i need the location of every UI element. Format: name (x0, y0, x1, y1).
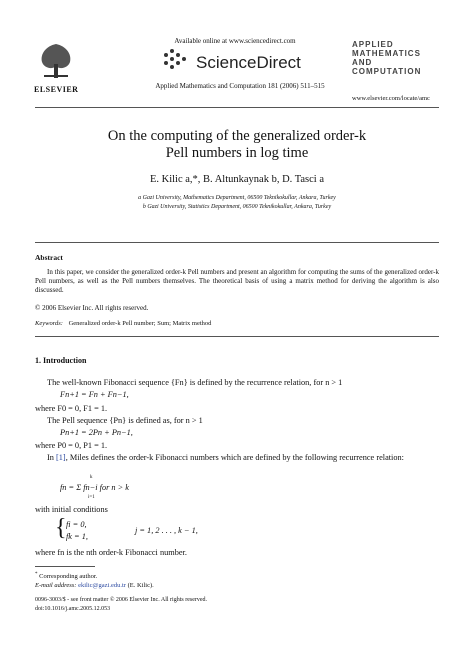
eq3-text: fn = Σ fn−i for n > k (60, 483, 129, 492)
footer-line-1: 0096-3003/$ - see front matter © 2006 Elsevier Inc. All rights reserved. (35, 597, 208, 603)
sciencedirect-dots-icon (160, 47, 192, 75)
abstract-heading: Abstract (35, 253, 63, 262)
email-label: E-mail address: (35, 582, 77, 590)
abstract-text: In this paper, we consider the generalized order-k Pell numbers and present an algorithm for computing the sums of the generalized order-k Pell numbers, as well as the Pell numbers themselves. The theoretical basis of using a matrix method for deriving the algorithm is also discussed. (35, 268, 439, 294)
cond-2: fk = 1, (66, 532, 88, 541)
footnote: * Corresponding author. E-mail address: ekilic@gazi.edu.tr (E. Kilic). (35, 572, 154, 590)
available-online: Available online at www.sciencedirect.com (174, 37, 296, 45)
footer (35, 596, 207, 614)
abstract-copyright: © 2006 Elsevier Inc. All rights reserved. (35, 304, 149, 312)
equation-pell: Pn+1 = 2Pn + Pn−1, (60, 428, 133, 437)
title-line-1: On the computing of the generalized order-k (107, 128, 367, 144)
journal-url: www.elsevier.com/locate/amc (352, 95, 430, 102)
sum-lower: i=1 (88, 495, 95, 500)
journal-cover-text: APPLIED MATHEMATICS AND COMPUTATION (352, 40, 422, 76)
cond-range: j = 1, 2 . . . , k − 1, (135, 526, 198, 535)
intro-p1: The well-known Fibonacci sequence {Fn} is defined by the recurrence relation, for n > 1 (47, 378, 343, 387)
sum-upper: k (90, 475, 93, 480)
footnote-corresponding: Corresponding author. (39, 573, 98, 581)
footnote-rule (35, 566, 95, 567)
keywords (35, 320, 211, 327)
sciencedirect-wordmark: ScienceDirect (196, 53, 301, 72)
elsevier-logo (34, 40, 79, 94)
journal-citation: Applied Mathematics and Computation 181 (2006) 511–515 (155, 82, 325, 90)
intro-where-3: where fn is the nth order-k Fibonacci number. (35, 548, 187, 557)
abstract-bottom-rule (35, 336, 439, 337)
header-rule (35, 107, 439, 108)
intro-where-2: where P0 = 0, P1 = 1. (35, 441, 108, 450)
abstract-body (35, 268, 439, 295)
paper-title (40, 128, 434, 162)
affiliation-a: a Gazi University, Mathematics Department, 06500 Teknikokullar, Ankara, Turkey (138, 195, 336, 201)
intro-p3 (35, 453, 439, 463)
journal-cover (352, 40, 442, 82)
initial-conditions (55, 517, 255, 545)
footer-doi: doi:10.1016/j.amc.2005.12.053 (35, 606, 111, 612)
publisher-name: ELSEVIER (34, 85, 79, 94)
intro-initial: with initial conditions (35, 505, 108, 514)
equation-fibonacci: Fn+1 = Fn + Fn−1, (60, 390, 129, 399)
email-suffix: (E. Kilic). (127, 582, 154, 590)
elsevier-tree-icon (34, 40, 78, 80)
sciencedirect-logo (160, 47, 320, 75)
intro-p2: The Pell sequence {Pn} is defined as, for n > 1 (47, 416, 203, 425)
citation-link[interactable]: [1] (56, 453, 66, 462)
intro-where-1: where F0 = 0, F1 = 1. (35, 404, 108, 413)
brace-icon: { (55, 515, 67, 541)
abstract-top-rule (35, 242, 439, 243)
affiliations (60, 194, 414, 212)
title-line-2: Pell numbers in log time (165, 145, 309, 161)
keywords-list: Generalized order-k Pell number; Sum; Matrix method (68, 320, 212, 327)
equation-order-k (60, 475, 260, 501)
keywords-label: Keywords: (35, 320, 63, 327)
authors: E. Kilic a,*, B. Altunkaynak b, D. Tasci a (149, 174, 325, 185)
section-heading: 1. Introduction (35, 356, 87, 365)
cond-1: fi = 0, (66, 520, 87, 529)
affiliation-b: b Gazi University, Statistics Department, 06500 Teknikokullar, Ankara, Turkey (142, 204, 332, 210)
intro-p3-prefix: In (47, 453, 56, 462)
intro-p3-text: , Miles defines the order-k Fibonacci numbers which are defined by the following recurrence relation: (65, 453, 404, 462)
email-link[interactable]: ekilic@gazi.edu.tr (78, 582, 126, 590)
